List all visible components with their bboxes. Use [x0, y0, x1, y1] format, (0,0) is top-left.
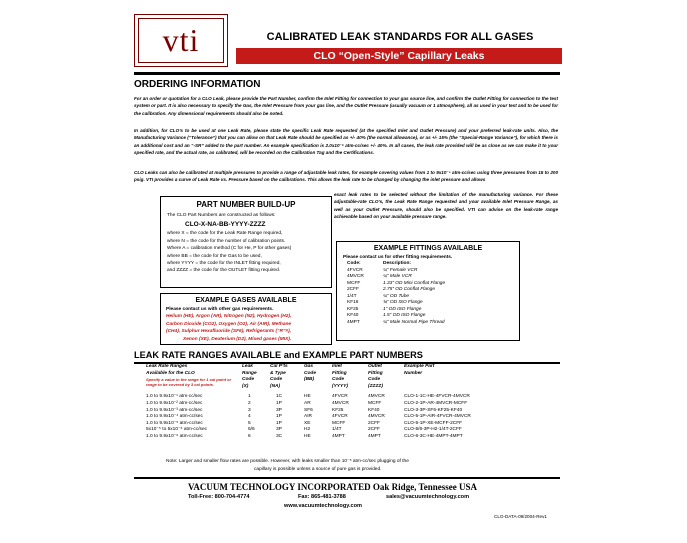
inlet-code-cell: 4MVCR [332, 400, 349, 406]
fittings-desc-header: Description: [383, 261, 411, 267]
footer-tollfree: Toll-Free: 800-704-4774 [188, 494, 250, 500]
fitting-code: MCFF [347, 280, 361, 286]
gas-code-cell: AIR [304, 414, 312, 420]
page-subtitle: CLO “Open-Style” Capillary Leaks [236, 48, 562, 64]
ordering-paragraph-1: For an order or quotation for a CLO Leak, please provide the Part Number, confirm the Inlet Fitting for connection to your gas source line, and confirm the Outlet Fitting for connection to the test system or part. It is also necessary to specify the Gas, the Inlet Pressure from your gas line, and the Outlet Pressure (usually vacuum or 1 atmosphere), all as used in your test and to be used for the calibration. Any dimensional requirements should also be noted. [134, 96, 558, 116]
inlet-header-line-2: Fitting [332, 370, 347, 376]
range-header-note: Specify a value in the range for 1 cal point or range to be covered by 3 cal points. [146, 377, 232, 388]
gas-code-cell: HE [304, 394, 311, 400]
gas-code-cell: H2 [304, 427, 311, 433]
fitting-code: KF25 [347, 306, 359, 312]
range-header-line-1: Leak Rate Ranges [146, 364, 188, 369]
part-number-cell: CLO-2-1P-AR-4MVCR-MCFF [404, 400, 468, 406]
ordering-paragraph-3-continued: exact leak rates to be selected without the limitation of the manufacturing variance. For these adjustable-rate CLO’s, the Leak Rate Range requested and your available Inlet Pressure Range, as well as your Outlet Pressure, should also be specified. VTI can advise on the leak-rate range achievable based on your available pressure range. [334, 192, 558, 220]
code-header-line-2: Range [242, 370, 257, 376]
vti-logo [134, 14, 228, 67]
outlet-code-cell: 4MVCR [368, 414, 385, 420]
code-header-line-4: (X) [242, 383, 249, 389]
cal-code-cell: 1P [276, 420, 282, 426]
outlet-code-cell: 2CFF [368, 420, 380, 426]
outlet-header-line-1: Outlet [368, 364, 382, 369]
inlet-code-cell: 4FVCR [332, 414, 348, 420]
fitting-desc: ¾” OD ISO Flange [383, 300, 423, 306]
ordering-paragraph-2: In addition, for CLO’s to be used at one Leak Rate, please state the specific Leak Rate requested (at the specified Inlet and Outlet Pressure) and your preferred leak-rate units. Also, the Manufacturing Variance (“Tolerance”) that you can allow on that Leak Rate should be specified as +/- 40% (the normal allowance), or as +/- 15% (the “Special-Range Variance”), for which there is an additional cost and an “-SR” added to the part number. An example specification is 2.0x10⁻⁶ atm-cc/sec +/- 40%. In all cases, the leak rate provided will be as close as we can make it to your specified rate, and the actual rate, as calibrated, will be recorded on the Calibration Tag and the Certifications. [134, 128, 558, 156]
leak-rate-row [146, 427, 504, 434]
range-cell: 1.0 to 9.9x10⁻⁴ atm-cc/sec [146, 414, 203, 420]
part-number-cell: CLO-5-1P-XE-MCFF-2CFF [404, 420, 463, 426]
leak-rate-row [146, 414, 504, 421]
gas-header-line-4: (BB) [304, 377, 315, 383]
footer-website[interactable]: www.vacuumtechnology.com [284, 503, 363, 509]
ordering-heading: ORDERING INFORMATION [134, 79, 261, 90]
document-id: CLO-DATA-09/2004-Rev1 [494, 514, 547, 519]
ranges-note-line-2: capillary is possible unless a source of pure gas is provided. [254, 467, 382, 472]
ordering-paragraph-3: CLO Leaks can also be calibrated at multiple pressures to provide a range of adjustable leak rates, for example covering values from 1 to 9x10⁻⁵ atm-cc/sec using three pressures from 15 to 200 psig. VTI provides a curve of Leak Rate vs. Pressure based on the calibrations. This allows the leak rate to be changed by changing the inlet pressure and allows [134, 170, 558, 183]
range-cell: 5x10⁻⁵ to 5x10⁻⁶ atm-cc/sec [146, 427, 208, 433]
fitting-desc: 1.33” OD Mini Conflat Flange [383, 280, 446, 286]
example-gases-box [160, 293, 332, 345]
page-title: CALIBRATED LEAK STANDARDS FOR ALL GASES [266, 31, 534, 43]
code-header-line-3: Code [242, 377, 254, 383]
range-cell: 1.0 to 9.9x10⁻³ atm-cc/sec [146, 407, 203, 413]
cal-code-cell: 1C [276, 394, 283, 400]
gases-contact: Please contact us with other gas requirements. [166, 307, 274, 312]
range-code-cell: 5 [248, 420, 251, 426]
gas-header-line-2: Code [304, 370, 316, 376]
leak-rate-row [146, 401, 504, 408]
inlet-code-cell: KF25 [332, 407, 344, 413]
cal-header-line-1: Cal P’ts [270, 364, 288, 369]
outlet-code-cell: 4MVCR [368, 394, 385, 400]
gases-line-1: Helium (HE), Argon (AR), Nitrogen (N2), Hydrogen (H2), [166, 314, 292, 320]
gas-header-line-1: Gas [304, 364, 314, 369]
ranges-note-line-1: Note: Larger and smaller flow rates are possible. However, with leaks smaller than 10⁻⁶ atm-cc/sec plugging of the [166, 459, 409, 464]
outlet-header-line-3: Code [368, 377, 380, 383]
fittings-code-header: Code: [347, 261, 361, 267]
header-divider [134, 72, 560, 75]
inlet-header-line-4: (YYYY) [332, 383, 348, 389]
fitting-code: 4MPT [347, 319, 360, 325]
build-line: where X = the code for the Leak Rate Range required, [167, 231, 283, 237]
part-header-line-2: Number [404, 370, 423, 376]
build-line: and ZZZZ = the code for the OUTLET fitting required. [167, 268, 281, 274]
fitting-row [347, 320, 449, 327]
inlet-code-cell: 4MPT [332, 433, 345, 439]
leak-rate-table [146, 364, 504, 441]
fitting-desc: 2.75” OD Conflat Flange [383, 287, 435, 293]
part-number-cell: CLO-3-3P-SF6-KF25-KF40 [404, 407, 463, 413]
fitting-desc: 1.5” OD ISO Flange [383, 313, 426, 319]
example-fittings-title: EXAMPLE FITTINGS AVAILABLE [373, 245, 483, 252]
footer-email[interactable]: sales@vacuumtechnology.com [386, 494, 470, 500]
vti-logo-text: vti [138, 18, 224, 63]
cal-code-cell: 3C [276, 433, 283, 439]
leak-rate-row [146, 394, 504, 401]
fitting-desc: ¼” Male Normal Pipe Thread [383, 319, 445, 325]
build-line: where N = the code for the number of calibration points. [167, 238, 286, 244]
build-line: Where A = calibration method (C for He, P for other gases) [167, 246, 292, 252]
gases-line-3: (CH4), Sulphur Hexafluoride (SF6), Refrigerants (“R”#), [166, 329, 292, 335]
cal-header-line-4: (NA) [270, 383, 281, 389]
cal-header-line-2: & Type [270, 370, 286, 376]
gas-code-cell: SF6 [304, 407, 313, 413]
fitting-code: 4FVCR [347, 267, 363, 273]
range-code-cell: 2 [248, 400, 251, 406]
gas-code-cell: XE [304, 420, 311, 426]
example-fittings-box [336, 241, 520, 341]
gas-code-cell: AR [304, 400, 311, 406]
cal-header-line-3: Code [270, 377, 282, 383]
fitting-desc: ¼” Female VCR [383, 267, 418, 273]
fittings-contact: Please contact us for other fitting requirements. [343, 255, 453, 260]
inlet-code-cell: 4FVCR [332, 394, 348, 400]
range-header-line-2: Available for the CLO [146, 370, 195, 376]
outlet-code-cell: 4MPT [368, 433, 381, 439]
outlet-code-cell: KF40 [368, 407, 380, 413]
inlet-header-line-3: Code [332, 377, 344, 383]
range-cell: 1.0 to 9.9x10⁻⁶ atm-cc/sec [146, 433, 203, 439]
fitting-desc: ¼” OD Tube [383, 293, 410, 299]
fitting-code: KF16 [347, 300, 359, 306]
part-number-build-box [160, 196, 332, 288]
inlet-code-cell: MCFF [332, 420, 346, 426]
part-number-cell: CLO-1-1C-HE-4FVCR-4MVCR [404, 394, 470, 400]
footer-fax: Fax: 865-481-3788 [298, 494, 346, 500]
cal-code-cell: 3P [276, 427, 282, 433]
part-number-build-intro: The CLO Part Numbers are constructed as follows: [167, 213, 276, 218]
leak-rate-header-row [146, 364, 504, 390]
gas-code-cell: HE [304, 433, 311, 439]
range-code-cell: 5/6 [248, 427, 255, 433]
part-header-line-1: Example Part [404, 364, 435, 369]
range-cell: 1.0 to 9.9x10⁻² atm-cc/sec [146, 400, 203, 406]
part-number-cell: CLO-5/6-3P-H2-1/4T-2CFF [404, 427, 462, 433]
fitting-code: KF40 [347, 313, 359, 319]
footer-divider [134, 477, 560, 479]
footer-company: VACUUM TECHNOLOGY INCORPORATED Oak Ridge, Tennessee USA [188, 482, 477, 492]
part-number-cell: CLO-5-1P-AIR-4FVCR-4MVCR [404, 414, 471, 420]
range-code-cell: 4 [248, 414, 251, 420]
part-number-format: CLO-X-NA-BB-YYYY-ZZZZ [185, 221, 266, 229]
build-line: where BB = the code for the Gas to be used, [167, 253, 262, 259]
fitting-code: 4MVCR [347, 274, 364, 280]
outlet-code-cell: 2CFF [368, 427, 380, 433]
inlet-header-line-1: Inlet [332, 364, 342, 369]
outlet-header-line-2: Fitting [368, 370, 383, 376]
range-cell: 1.0 to 9.9x10⁻¹ atm-cc/sec [146, 394, 203, 400]
gases-line-2: Carbon Dioxide (CO2), Oxygen (O2), Air (AIR), Methane [166, 321, 292, 327]
part-number-build-title: PART NUMBER BUILD-UP [196, 200, 296, 209]
fittings-table [347, 261, 449, 326]
cal-code-cell: 1P [276, 400, 282, 406]
fitting-code: 2CFF [347, 287, 359, 293]
range-code-cell: 3 [248, 407, 251, 413]
part-number-cell: CLO-6-3C-HE-4MPT-4MPT [404, 433, 463, 439]
build-line: where YYYY = the code for the INLET fitting required, [167, 261, 281, 267]
range-cell: 1.0 to 9.9x10⁻⁵ atm-cc/sec [146, 420, 203, 426]
fitting-code: 1/4T [347, 293, 357, 299]
inlet-code-cell: 1/4T [332, 427, 342, 433]
fitting-desc: ¼” Male VCR [383, 274, 412, 280]
gases-line-4: Xenon (XE), Deuterium (D2), Mixed gases (MIX). [183, 336, 292, 342]
range-code-cell: 1 [248, 394, 251, 400]
cal-code-cell: 3P [276, 407, 282, 413]
cal-code-cell: 1P [276, 414, 282, 420]
leak-rate-row [146, 434, 504, 441]
code-header-line-1: Leak [242, 364, 253, 369]
example-gases-title: EXAMPLE GASES AVAILABLE [195, 297, 297, 304]
range-code-cell: 6 [248, 433, 251, 439]
fitting-desc: 1” OD ISO Flange [383, 306, 422, 312]
ranges-heading: LEAK RATE RANGES AVAILABLE and EXAMPLE PART NUMBERS [134, 350, 423, 360]
outlet-header-line-4: (ZZZZ) [368, 383, 383, 389]
outlet-code-cell: MCFF [368, 400, 382, 406]
